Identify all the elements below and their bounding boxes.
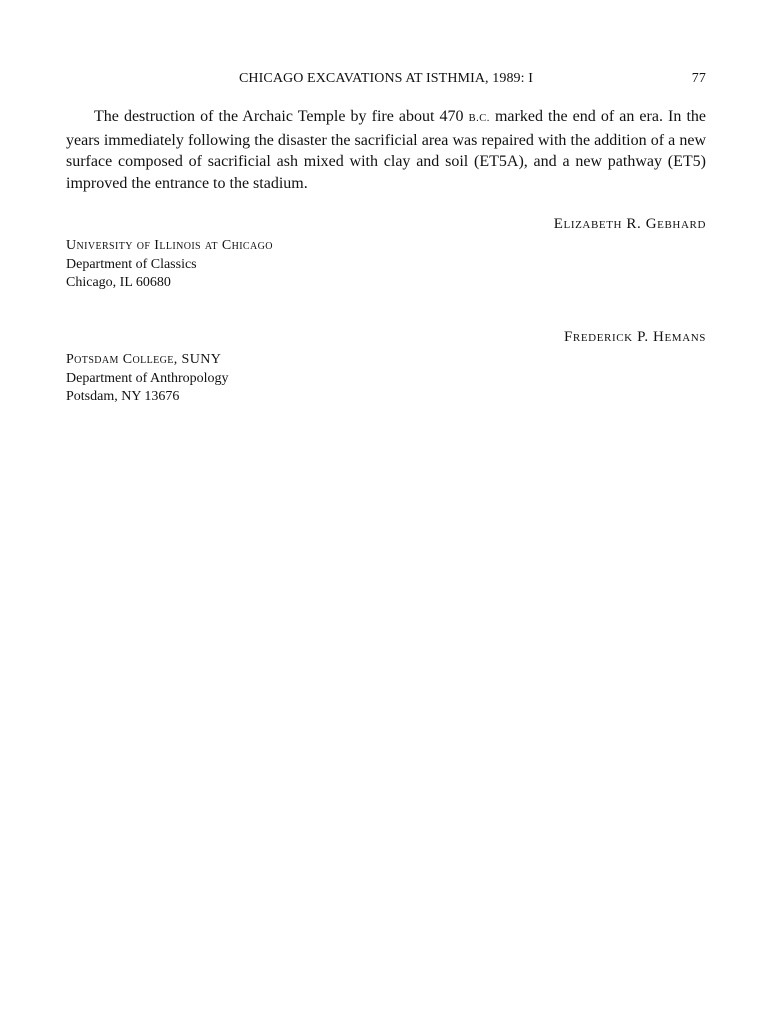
page [66,0,706,1024]
author-signature-hemans: Frederick P. Hemans [563,329,706,345]
author-affiliation-gebhard [66,237,273,293]
paragraph-text-start: The destruction of the Archaic Temple by fire about 470 [94,108,469,125]
era-abbreviation: B.C. [468,113,490,124]
affiliation-location: Chicago, IL 60680 [66,275,171,290]
page-number: 77 [691,71,706,86]
running-head [66,71,706,91]
affiliation-location: Potsdam, NY 13676 [66,389,180,404]
author-affiliation-hemans [66,351,229,407]
affiliation-department: Department of Anthropology [66,370,229,386]
affiliation-department: Department of Classics [66,256,197,272]
affiliation-institution: University of Illinois at Chicago [66,238,273,253]
body-paragraph [66,106,706,194]
running-title: CHICAGO EXCAVATIONS AT ISTHMIA, 1989: I [238,71,534,86]
paragraph-text-end: marked the end of an era. In the years immediately following the disaster the sacrificial area was repaired with the addition of a new surface composed of sacrificial ash mixed with clay and soil (ET5A), and a new pathway (ET5) improved the entrance to the stadium. [66,108,706,192]
author-signature-gebhard: Elizabeth R. Gebhard [553,216,706,232]
affiliation-institution: Potsdam College, SUNY [66,352,222,367]
